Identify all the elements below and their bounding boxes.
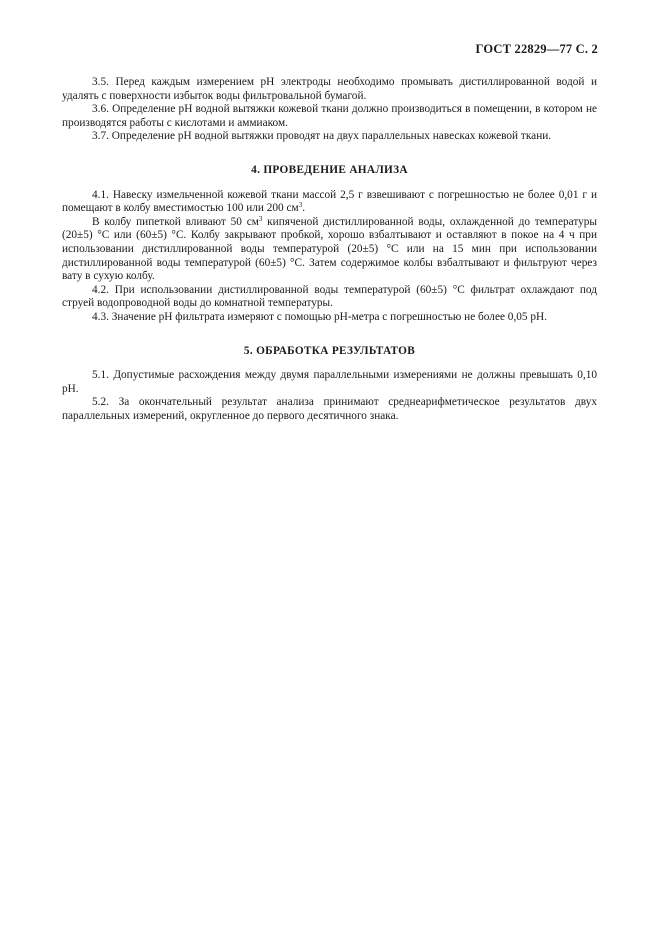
paragraph-4-3: 4.3. Значение pH фильтрата измеряют с помощью pH-метра с погрешностью не более 0,05 pH. xyxy=(92,310,548,323)
paragraph-5-2: 5.2. За окончательный результат анализа принимают среднеарифметическое результатов двух параллельных измерений, округленное до первого десятичного знака. xyxy=(62,396,597,422)
superscript-3: 3 xyxy=(298,201,303,210)
paragraph-4-1 xyxy=(62,189,597,216)
section-4-title: 4. ПРОВЕДЕНИЕ АНАЛИЗА xyxy=(251,163,408,176)
paragraph-4-1-text: 4.1. Навеску измельченной кожевой ткани массой 2,5 г взвешивают с погрешностью не более 0,01 г и помещают в колбу вместимостью 100 или 200 см xyxy=(62,188,597,215)
paragraph-4-1-end: . xyxy=(302,202,306,215)
paragraph-5-1: 5.1. Допустимые расхождения между двумя параллельными измерениями не должны превышать 0,10 pH. xyxy=(62,369,597,395)
paragraph-4-2: 4.2. При использовании дистиллированной воды температурой (60±5) °С фильтрат охлаждают под струей водопроводной воды до комнатной температуры. xyxy=(62,283,597,310)
paragraph-3-7: 3.7. Определение pH водной вытяжки проводят на двух параллельных навесках кожевой ткани. xyxy=(92,130,552,143)
paragraph-3-6: 3.6. Определение pH водной вытяжки кожевой ткани должно производиться в помещении, в котором не производятся работы с кислотами и аммиаком. xyxy=(62,103,597,129)
paragraph-3-5: 3.5. Перед каждым измерением pH электроды необходимо промывать дистиллированной водой и удалять с поверхности избыток воды фильтровальной бумагой. xyxy=(62,76,597,102)
paragraph-4-1-b-rest: кипяченой дистиллированной воды, охлажденной до температуры (20±5) °С или (60±5) °С. Колбу закрывают пробкой, хорошо взбалтывают и оставляют в покое на 4 ч при использовании дистиллированной воды температурой (20±5) °С или на 15 мин при использовании дистиллированной воды температурой (60±5) °С. Затем содержимое колбы взбалтывают и фильтруют через вату в сухую колбу. xyxy=(62,215,598,283)
page-header-title: ГОСТ 22829—77 С. 2 xyxy=(475,42,598,56)
section-5-title: 5. ОБРАБОТКА РЕЗУЛЬТАТОВ xyxy=(243,344,416,357)
document-body xyxy=(62,76,597,423)
superscript-3: 3 xyxy=(258,214,263,223)
paragraph-4-1-b xyxy=(62,216,597,284)
paragraph-4-1-b-start: В колбу пипеткой вливают 50 см xyxy=(92,215,259,228)
